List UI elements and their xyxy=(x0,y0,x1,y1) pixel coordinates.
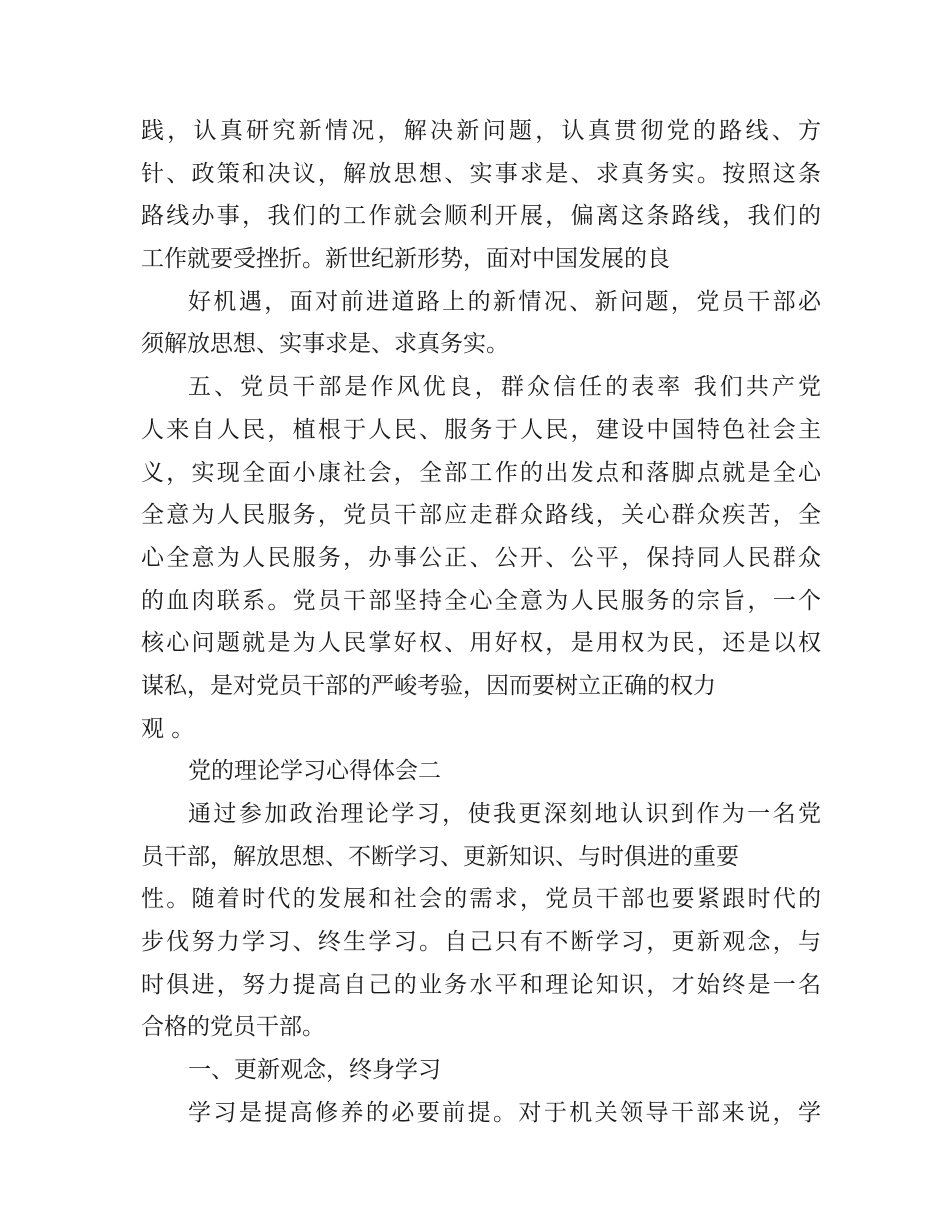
text-line: 全意为人民服务，党员干部应走群众路线，关心群众疾苦，全 xyxy=(141,502,821,529)
text-line: 心全意为人民服务，办事公正、公开、公平，保持同人民群众 xyxy=(141,544,821,571)
text-line: 核心问题就是为人民掌好权、用好权，是用权为民，还是以权 xyxy=(141,630,821,657)
text-line: 谋私，是对党员干部的严峻考验，因而要树立正确的权力 xyxy=(141,672,716,699)
text-line: 党的理论学习心得体会二 xyxy=(188,758,441,785)
body-text xyxy=(141,110,821,1135)
text-line: 路线办事，我们的工作就会顺利开展，偏离这条路线，我们的 xyxy=(141,203,821,230)
text-line: 五、党员干部是作风优良，群众信任的表率 我们共产党 xyxy=(188,374,821,401)
text-line: 的血肉联系。党员干部坚持全心全意为人民服务的宗旨，一个 xyxy=(141,587,821,614)
text-line: 合格的党员干部。 xyxy=(141,1014,325,1041)
text-line: 好机遇，面对前进道路上的新情况、新问题，党员干部必 xyxy=(188,288,821,315)
text-line: 针、政策和决议，解放思想、实事求是、求真务实。按照这条 xyxy=(141,160,821,187)
text-line: 一、更新观念，终身学习 xyxy=(188,1057,441,1084)
text-line: 时俱进，努力提高自己的业务水平和理论知识，才始终是一名 xyxy=(141,971,821,998)
text-line: 人来自人民，植根于人民、服务于人民，建设中国特色社会主 xyxy=(141,416,821,443)
text-line: 员干部，解放思想、不断学习、更新知识、与时俱进的重要 xyxy=(141,843,739,870)
text-line: 步伐努力学习、终生学习。自己只有不断学习，更新观念，与 xyxy=(141,929,821,956)
text-line: 学习是提高修养的必要前提。对于机关领导干部来说，学 xyxy=(188,1099,821,1126)
text-line: 践，认真研究新情况，解决新问题，认真贯彻党的路线、方 xyxy=(141,118,821,144)
text-line: 义，实现全面小康社会，全部工作的出发点和落脚点就是全心 xyxy=(141,459,821,486)
text-line: 通过参加政治理论学习，使我更深刻地认识到作为一名党 xyxy=(188,801,821,827)
text-line: 性。随着时代的发展和社会的需求，党员干部也要紧跟时代的 xyxy=(141,886,821,913)
text-line: 须解放思想、实事求是、求真务实。 xyxy=(141,331,509,358)
text-line: 工作就要受挫折。新世纪新形势，面对中国发展的良 xyxy=(141,246,670,273)
text-line: 观 。 xyxy=(141,715,195,742)
